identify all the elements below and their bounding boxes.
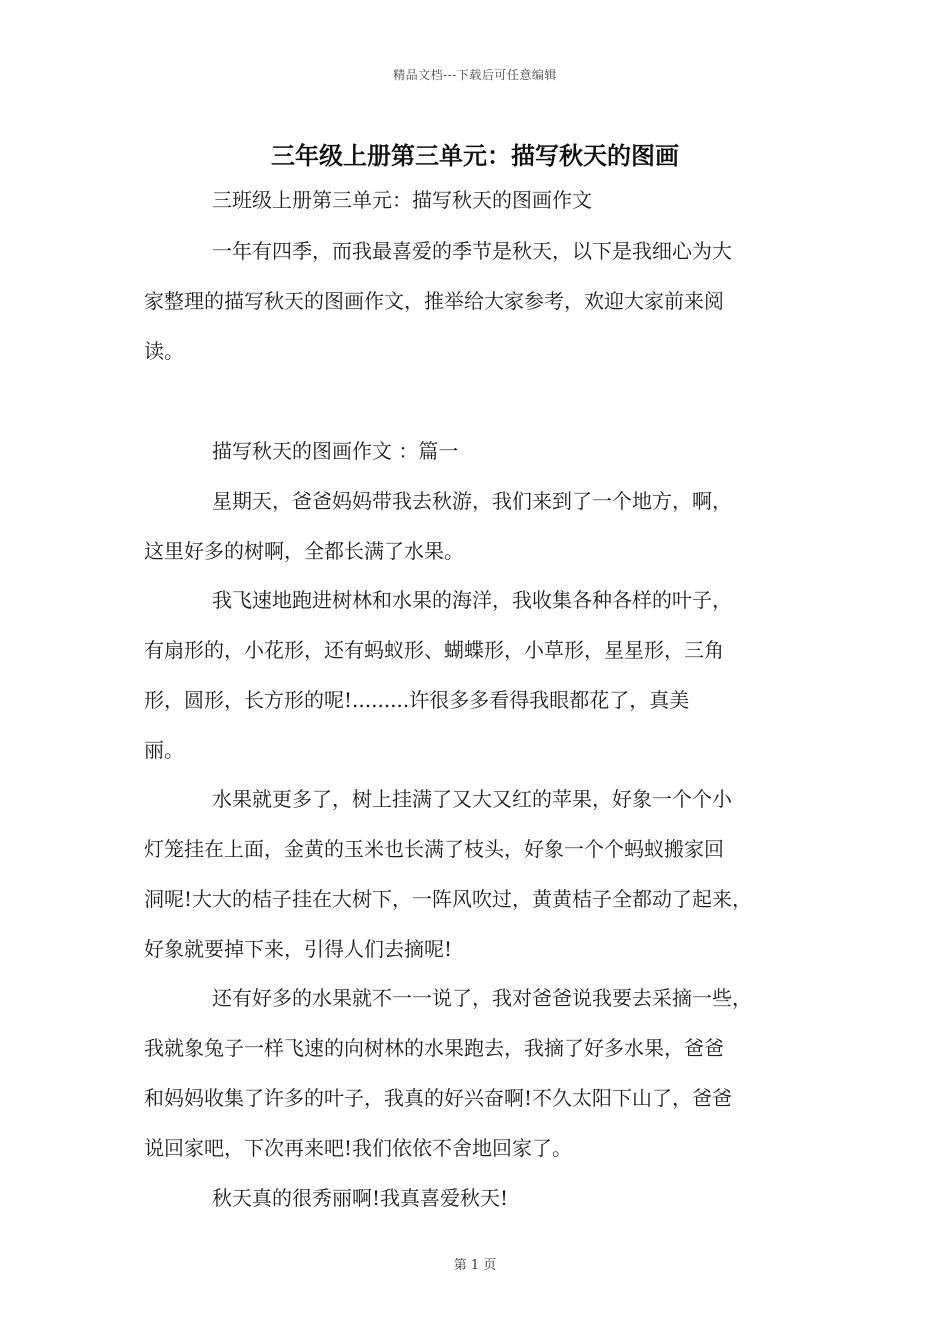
text-line: 星期天，爸爸妈妈带我去秋游，我们来到了一个地方，啊， [212,489,732,513]
text-line: 我飞速地跑进树林和水果的海洋，我收集各种各样的叶子， [212,588,732,612]
text-line: 这里好多的树啊，全都长满了水果。 [144,539,464,563]
section-heading: 描写秋天的图画作文 ：篇一 [212,439,459,463]
page-header: 精品文档---下载后可任意编辑 [393,68,557,82]
text-line: 好象就要掉下来，引得人们去摘呢! [144,937,453,961]
text-line: 秋天真的很秀丽啊!我真喜爱秋天! [212,1186,509,1210]
page-number: 第 1 页 [453,1258,497,1273]
text-line: 家整理的描写秋天的图画作文，推举给大家参考，欢迎大家前来阅 [144,289,724,313]
text-line: 洞呢!大大的桔子挂在大树下，一阵风吹过，黄黄桔子全都动了起来， [144,887,753,911]
document-title: 三年级上册第三单元：描写秋天的图画 [271,141,679,170]
text-line: 还有好多的水果就不一一说了，我对爸爸说我要去采摘一些， [212,986,752,1010]
text-line: 丽。 [144,738,184,762]
text-line: 读。 [144,339,184,363]
text-line: 有扇形的，小花形，还有蚂蚁形、蝴蝶形，小草形，星星形，三角 [144,638,724,662]
text-line: 水果就更多了，树上挂满了又大又红的苹果，好象一个个小 [212,787,732,811]
text-line: 形，圆形，长方形的呢!.........许很多多看得我眼都花了，真美 [144,688,690,712]
text-line: 我就象兔子一样飞速的向树林的水果跑去，我摘了好多水果，爸爸 [144,1036,724,1060]
text-line: 说回家吧，下次再来吧!我们依依不舍地回家了。 [144,1136,573,1160]
text-line: 灯笼挂在上面，金黄的玉米也长满了枝头，好象一个个蚂蚁搬家回 [144,837,724,861]
text-line: 和妈妈收集了许多的叶子，我真的好兴奋啊!不久太阳下山了，爸爸 [144,1086,733,1110]
text-line: 一年有四季，而我最喜爱的季节是秋天，以下是我细心为大 [212,239,732,263]
document-subtitle: 三班级上册第三单元：描写秋天的图画作文 [212,188,592,212]
